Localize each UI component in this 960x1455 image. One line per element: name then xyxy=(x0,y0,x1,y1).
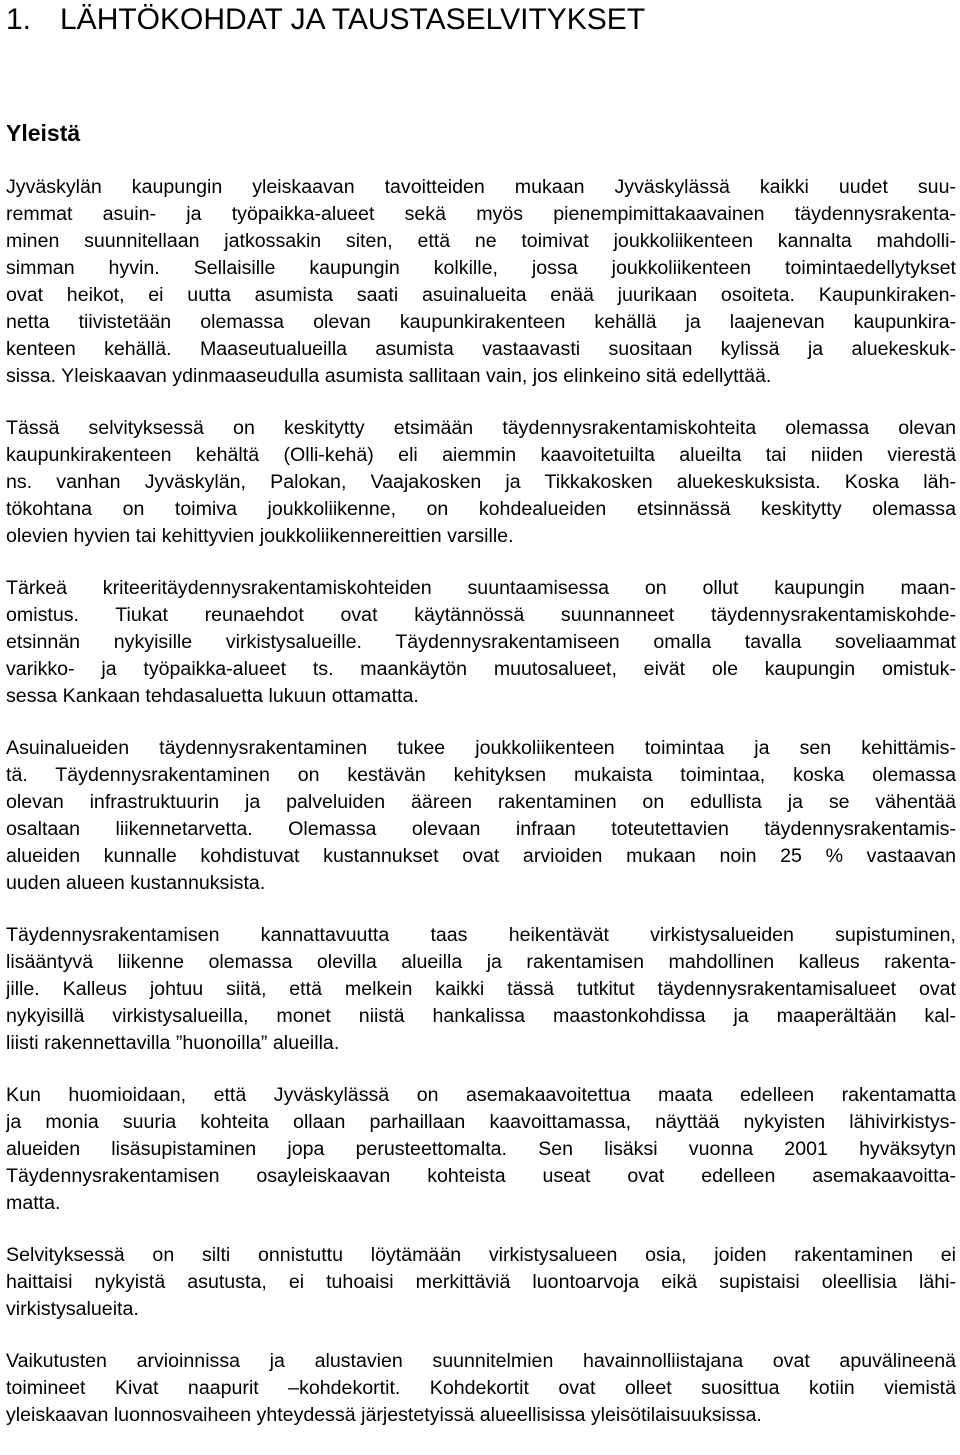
paragraph-line: Jyväskylän kaupungin yleiskaavan tavoitteiden mukaan Jyväskylässä kaikki uudet suu- xyxy=(6,176,956,198)
paragraph-line: Täydennysrakentamisen kannattavuutta taas heikentävät virkistysalueiden supistuminen, xyxy=(6,924,956,946)
paragraph-line: kenteen kehällä. Maaseutualueilla asumista vastaavasti suositaan kylissä ja aluekeskuk- xyxy=(6,338,956,360)
paragraph-line: omistus. Tiukat reunaehdot ovat käytännössä suunnanneet täydennysrakentamiskohde- xyxy=(6,604,956,626)
paragraph-line: uuden alueen kustannuksista. xyxy=(6,872,266,894)
paragraph-line: Asuinalueiden täydennysrakentaminen tukee joukkoliikenteen toimintaa ja sen kehittämis- xyxy=(6,737,956,759)
paragraph-line: Kun huomioidaan, että Jyväskylässä on asemakaavoitettua maata edelleen rakentamatta xyxy=(6,1084,956,1106)
paragraph-line: etsinnän nykyisille virkistysalueille. Täydennysrakentamiseen omalla tavalla soveliaammat xyxy=(6,631,956,653)
paragraph-line: ovat heikot, ei uutta asumista saati asuinalueita enää juurikaan osoiteta. Kaupunkiraken- xyxy=(6,284,956,306)
paragraph xyxy=(6,1082,956,1217)
paragraph xyxy=(6,415,956,550)
section-number: 1. xyxy=(6,3,32,36)
paragraph xyxy=(6,1348,956,1429)
paragraph-line: Vaikutusten arvioinnissa ja alustavien suunnitelmien havainnolliistajana ovat apuvälineenä xyxy=(6,1350,956,1372)
paragraph-line: ns. vanhan Jyväskylän, Palokan, Vaajakosken ja Tikkakosken aluekeskuksista. Koska läh- xyxy=(6,471,956,493)
paragraph-line: liisti rakennettavilla ”huonoilla” alueilla. xyxy=(6,1032,340,1054)
paragraph-line: alueiden lisäsupistaminen jopa perusteettomalta. Sen lisäksi vuonna 2001 hyväksytyn xyxy=(6,1138,956,1160)
section-title: LÄHTÖKOHDAT JA TAUSTASELVITYKSET xyxy=(60,3,646,36)
paragraph-line: nykyisillä virkistysalueilla, monet niistä hankalissa maastonkohdissa ja maaperältään kal- xyxy=(6,1005,956,1027)
paragraph-line: remmat asuin- ja työpaikka-alueet sekä myös pienempimittakaavainen täydennysrakenta- xyxy=(6,203,956,225)
paragraph-line: sissa. Yleiskaavan ydinmaaseudulla asumista sallitaan vain, jos elinkeino sitä edellyttää. xyxy=(6,365,772,387)
paragraph-line: yleiskaavan luonnosvaiheen yhteydessä järjestetyissä alueellisissa yleisötilaisuuksissa. xyxy=(6,1404,762,1426)
paragraph-line: varikko- ja työpaikka-alueet ts. maankäytön muutosalueet, eivät ole kaupungin omistuk- xyxy=(6,658,956,680)
paragraph-line: kaupunkirakenteen kehältä (Olli-kehä) eli aiemmin kaavoitetuilta alueilta tai niiden vierestä xyxy=(6,444,956,466)
paragraph-line: tä. Täydennysrakentaminen on kestävän kehityksen mukaista toimintaa, koska olemassa xyxy=(6,764,956,786)
paragraph-line: haittaisi nykyistä asutusta, ei tuhoaisi merkittäviä luontoarvoja eikä supistaisi oleellisia lähi- xyxy=(6,1271,956,1293)
paragraph-line: jille. Kalleus johtuu siitä, että melkein kaikki tässä tutkitut täydennysrakentamisalueet ovat xyxy=(6,978,956,1000)
paragraph xyxy=(6,1242,956,1323)
document-page xyxy=(6,0,956,1455)
paragraph-line: minen suunnitellaan jatkossakin siten, että ne toimivat joukkoliikenteen kannalta mahdolli- xyxy=(6,230,956,252)
section-heading xyxy=(6,2,645,38)
paragraph-line: olevien hyvien tai kehittyvien joukkoliikennereittien varsille. xyxy=(6,525,514,547)
paragraph-line: ja monia suuria kohteita ollaan parhaillaan kaavoittamassa, näyttää nykyisten lähivirkistys- xyxy=(6,1111,956,1133)
paragraph-line: sessa Kankaan tehdasaluetta lukuun ottamatta. xyxy=(6,685,419,707)
subsection-heading: Yleistä xyxy=(6,120,81,146)
paragraph-line: tökohtana on toimiva joukkoliikenne, on kohdealueiden etsinnässä keskitytty olemassa xyxy=(6,498,956,520)
paragraph-line: Tärkeä kriteeritäydennysrakentamiskohteiden suuntaamisessa on ollut kaupungin maan- xyxy=(6,577,956,599)
paragraph-line: Selvityksessä on silti onnistuttu löytämään virkistysalueen osia, joiden rakentaminen ei xyxy=(6,1244,956,1266)
paragraph-line: lisääntyvä liikenne olemassa olevilla alueilla ja rakentamisen mahdollinen kalleus rakenta- xyxy=(6,951,956,973)
paragraph-line: Tässä selvityksessä on keskitytty etsimään täydennysrakentamiskohteita olemassa olevan xyxy=(6,417,956,439)
paragraph xyxy=(6,174,956,390)
paragraph xyxy=(6,575,956,710)
paragraph-line: osaltaan liikennetarvetta. Olemassa olevaan infraan toteutettavien täydennysrakentamis- xyxy=(6,818,956,840)
body-text xyxy=(6,174,956,1429)
paragraph-line: alueiden kunnalle kohdistuvat kustannukset ovat arvioiden mukaan noin 25 % vastaavan xyxy=(6,845,956,867)
paragraph-line: simman hyvin. Sellaisille kaupungin kolkille, jossa joukkoliikenteen toimintaedellytykset xyxy=(6,257,956,279)
paragraph xyxy=(6,735,956,897)
paragraph-line: matta. xyxy=(6,1192,61,1214)
paragraph-line: virkistysalueita. xyxy=(6,1298,139,1320)
paragraph-line: olevan infrastruktuurin ja palveluiden ääreen rakentaminen on edullista ja se vähentää xyxy=(6,791,956,813)
paragraph-line: toimineet Kivat naapurit –kohdekortit. Kohdekortit ovat olleet suosittua kotiin viemistä xyxy=(6,1377,956,1399)
paragraph xyxy=(6,922,956,1057)
paragraph-line: Täydennysrakentamisen osayleiskaavan kohteista useat ovat edelleen asemakaavoitta- xyxy=(6,1165,956,1187)
paragraph-line: netta tiivistetään olemassa olevan kaupunkirakenteen kehällä ja laajenevan kaupunkira- xyxy=(6,311,956,333)
